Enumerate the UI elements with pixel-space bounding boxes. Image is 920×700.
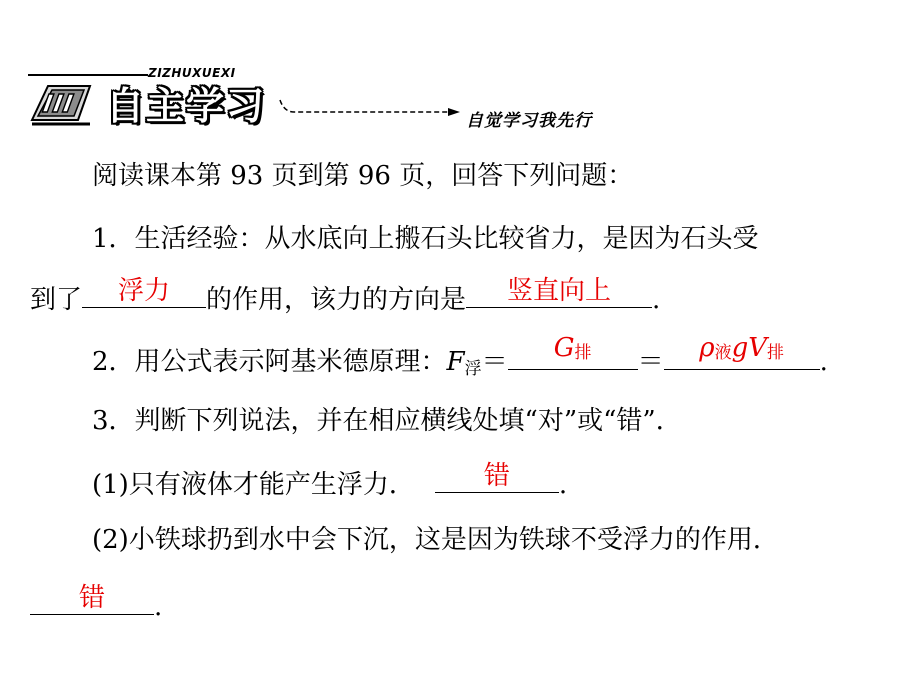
book-icon — [28, 80, 98, 128]
q3-s2-post: . — [154, 592, 163, 622]
header-rule — [28, 74, 148, 76]
q2-sub-f: 浮 — [464, 359, 482, 379]
q2-answer-1 — [508, 334, 638, 367]
q2-text: 2．用公式表示阿基米德原理： — [92, 347, 447, 377]
dashed-arrow-icon — [278, 98, 463, 118]
header-slogan: 自觉学习我先行 — [466, 111, 592, 131]
intro-text: 阅读课本第 93 页到第 96 页，回答下列问题： — [92, 161, 634, 191]
q2-post: . — [819, 347, 828, 377]
q3-s2-answer: 错 — [78, 583, 105, 613]
q2-line — [92, 333, 828, 385]
q2-eq2: ＝ — [637, 347, 664, 377]
q1-answer-1: 浮力 — [118, 276, 171, 306]
q2-answer-2-main: ρ — [699, 333, 715, 363]
q3-text: 3．判断下列说法，并在相应横线处填“对”或“错”． — [92, 406, 682, 436]
q3-s2-text: (2)小铁球扔到水中会下沉，这是因为铁球不受浮力的作用． — [92, 525, 779, 555]
q2-answer-1-main: G — [553, 333, 575, 363]
q3-s2-answer-line — [30, 583, 163, 623]
q2-answer-2-sub: 液 — [714, 343, 732, 363]
q2-answer-2-tail-sub: 排 — [766, 343, 784, 363]
q2-answer-2 — [664, 334, 820, 367]
q1-blank-1 — [82, 276, 206, 308]
q1-blank-2 — [466, 276, 652, 308]
q3-s2-blank — [30, 583, 154, 615]
q2-eq1: ＝ — [481, 347, 508, 377]
q2-answer-1-sub: 排 — [574, 343, 592, 363]
q2-var-f: F — [446, 347, 465, 377]
q1-line2 — [30, 276, 661, 316]
q2-blank-1 — [508, 333, 638, 370]
q1-pre: 到了 — [30, 285, 83, 315]
q3-s1-blank — [435, 461, 559, 493]
q3-s1-line — [92, 461, 568, 501]
header-pinyin: ZIZHUXUEXI — [148, 66, 236, 80]
q3-s1-text: (1)只有液体才能产生浮力． — [92, 470, 415, 500]
q2-answer-2-tail: gV — [731, 333, 767, 363]
q1-line1: 1．生活经验：从水底向上搬石头比较省力，是因为石头受 — [92, 224, 759, 254]
q1-answer-2: 竖直向上 — [507, 276, 612, 306]
section-header — [28, 66, 628, 136]
q3-s1-answer: 错 — [483, 461, 510, 491]
q3-s1-post: . — [558, 470, 568, 500]
q1-mid: 的作用，该力的方向是 — [206, 285, 467, 315]
q1-post: . — [652, 285, 661, 315]
q2-blank-2 — [664, 333, 820, 370]
section-title: 自主学习 — [106, 84, 267, 128]
